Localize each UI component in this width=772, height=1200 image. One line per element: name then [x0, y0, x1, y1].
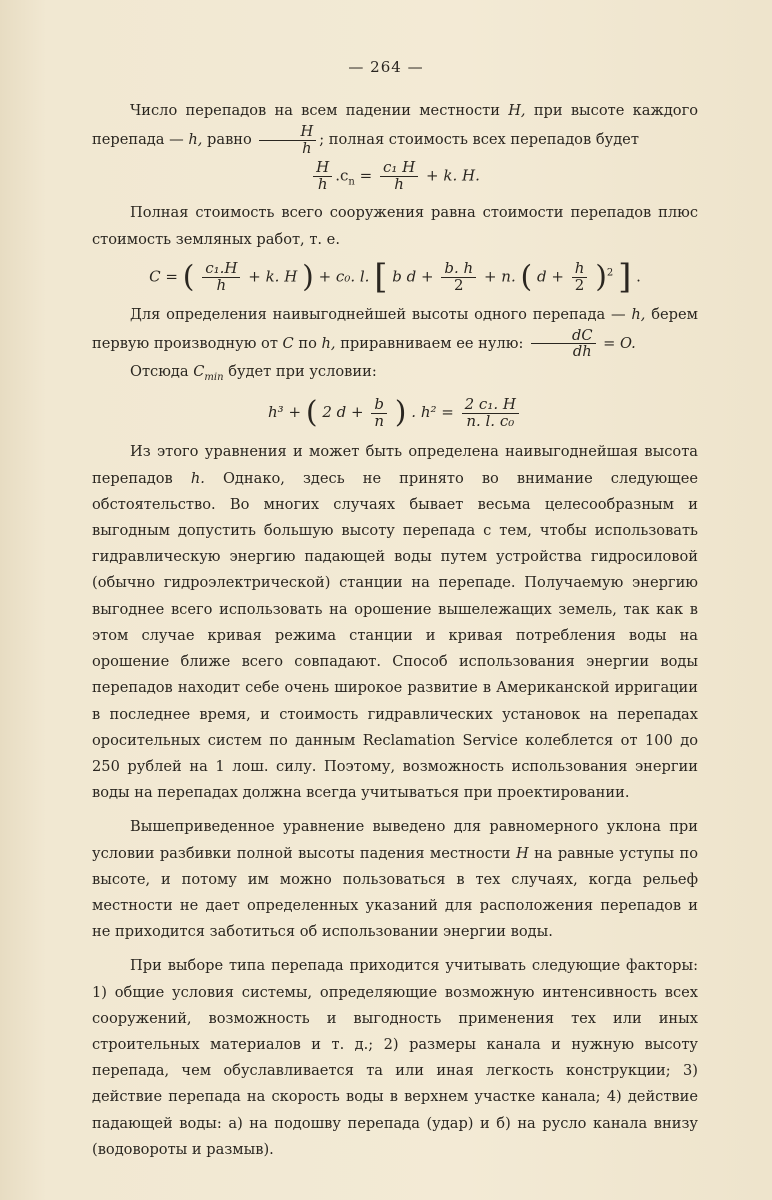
var-H: H,: [508, 102, 526, 119]
derivative-dC-dh: $\frac{dC}{dh}$: [531, 328, 596, 360]
page-body: [92, 98, 698, 1163]
paragraph-energy-use: Из этого уравнения и может быть определена наивыгоднейшая высота перепадов h. Однако, здесь не принято во внимание следующее обстоятельство. Во многих случаях бывает весьма целесообразным и выгодным допустить большую высоту перепада с тем, чтобы использовать гидравлическую энергию падающей воды путем устройства гидросиловой (обычно гидроэлектрической) станции на перепаде. Получаемую энергию выгоднее всего использовать на орошение вышележащих земель, так как в этом случае кривая режима станции и кривая потребления воды на орошение ближе всего совпадают. Способ использования энергии воды перепадов находит себе очень широкое развитие в Американской ирригации в последнее время, и стоимость гидравлических установок на перепадах оросительных систем по данным Reclamation Service колеблется от 100 до 250 рублей на 1 лош. силу. Поэтому, возможность использования энергии воды на перепадах должна всегда учитываться при проектировании.: [92, 443, 698, 802]
inline-fraction-H-over-h: $\frac{H}{h}$: [259, 124, 316, 156]
paragraph-total-cost: Полная стоимость всего сооружения равна стоимости перепадов плюс стоимость земляных работ, т. е.: [92, 204, 698, 248]
paragraph-derivative: Для определения наивыгоднейшей высоты одного перепада — h, берем первую производную от C по h, приравниваем ее нулю: $\frac{dC}{dh}$ = O.: [92, 305, 698, 361]
var-h: h,: [188, 131, 203, 149]
equation-total-cost: C = ( $\frac{\text{c₁.H}}{h}$ + k. H ) + c₀. l. [ b d + $\frac{b. h}{2}$ + n. ( d + $\frac{h}{2}$ )$^2$ ] .: [149, 256, 641, 297]
paragraph-drop-type-factors: При выборе типа перепада приходится учитывать следующие факторы: 1) общие условия системы, определяющие возможную интенсивность всех сооружений, возможность и выгодность применения тех или иных строительных материалов и т. д.; 2) размеры канала и нужную высоту перепада, чем обуславливается та или иная легкость конструкции; 3) действие перепада на скорость воды в верхнем участке канала; 4) действие падающей воды: a) на подошву перепада (удар) и б) на русло канала внизу (водовороты и размыв).: [92, 957, 698, 1158]
equation-condition: h³ + ( 2 d + $\frac{b}{n}$ ) . h² = $\frac{\text{2 c₁. H}}{\text{n. l. c₀}}$: [92, 395, 698, 431]
page-number: — 264 —: [348, 58, 424, 76]
paragraph-stages-count: Число перепадов на всем падении местности H, при высоте каждого перепада — h, равно $\frac{H}{h}$ ; полная стоимость всех перепадов будет: [92, 102, 699, 157]
equation-stage-cost: $\frac{H}{h}$ $.c_n$ = $\frac{\text{c₁ H}}{h}$ + k. H.: [92, 160, 698, 193]
paragraph-uniform-slope: Вышеприведенное уравнение выведено для равномерного уклона при условии разбивки полной высоты падения местности H на равные уступы по высоте, и потому им можно пользоваться в тех случаях, когда рельеф местности не дает определенных указаний для расположения перепадов и не приходится заботиться об использовании энергии воды.: [92, 818, 699, 941]
paragraph-cmin: Отсюда $C_{min}$ будет при условии:: [130, 363, 377, 384]
